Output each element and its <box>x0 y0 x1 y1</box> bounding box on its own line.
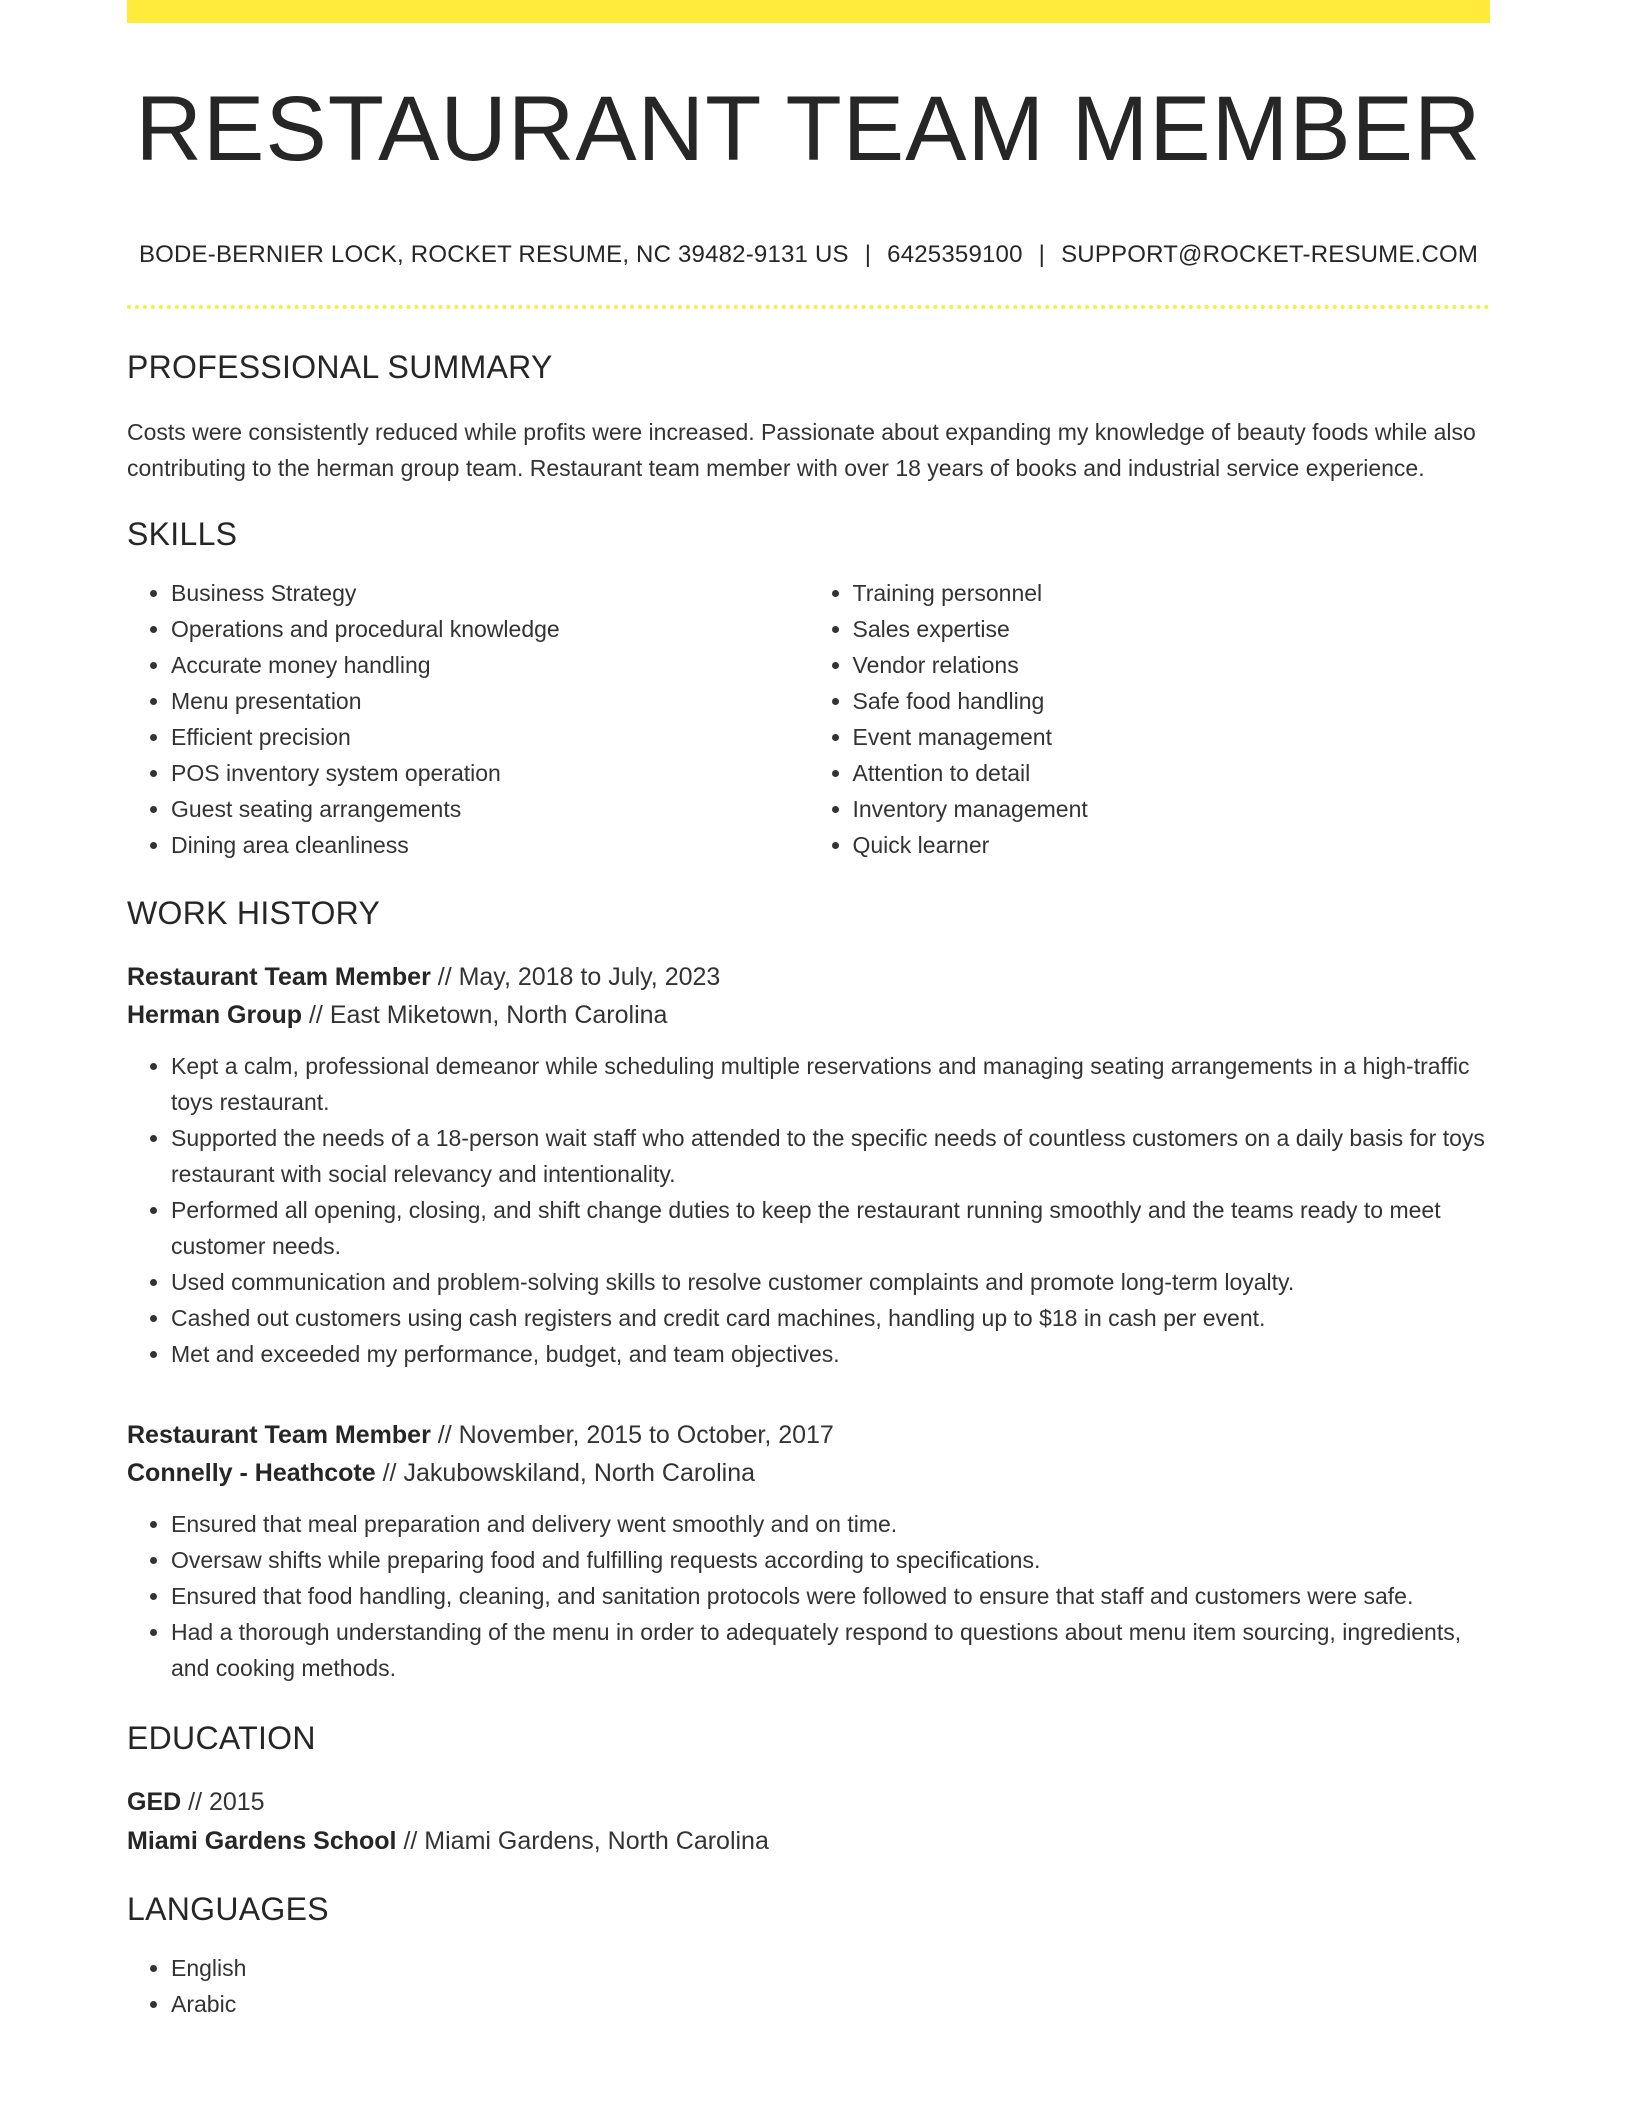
job-dates: // May, 2018 to July, 2023 <box>430 963 721 991</box>
language-item: • English <box>171 1950 1490 1986</box>
job-bullets <box>127 1048 1490 1372</box>
skills-list-left <box>127 575 809 863</box>
dotted-divider <box>127 305 1490 309</box>
languages-list <box>127 1950 1490 2022</box>
education-school-line <box>127 1822 1490 1861</box>
job-bullet: • Used communication and problem-solving skills to resolve customer complaints and promote long-term loyalty. <box>171 1264 1490 1300</box>
education-degree-line <box>127 1783 1490 1822</box>
skill-item: • Quick learner <box>853 827 1491 863</box>
job-role: Restaurant Team Member <box>127 963 431 991</box>
contact-address: BODE-BERNIER LOCK, ROCKET RESUME, NC 39482-9131 US <box>138 241 849 268</box>
education-degree: GED <box>127 1788 182 1816</box>
skill-item: • Event management <box>853 719 1491 755</box>
job-location: // Jakubowskiland, North Carolina <box>375 1459 756 1487</box>
job-entry <box>127 1416 1490 1686</box>
skill-item: • POS inventory system operation <box>171 755 809 791</box>
skill-item: • Inventory management <box>853 791 1491 827</box>
job-entry <box>127 958 1490 1372</box>
skill-item: • Dining area cleanliness <box>171 827 809 863</box>
education-entry <box>127 1783 1490 1861</box>
job-bullets <box>127 1506 1490 1686</box>
contact-separator: | <box>1038 241 1046 268</box>
skill-item: • Menu presentation <box>171 683 809 719</box>
skill-item: • Safe food handling <box>853 683 1491 719</box>
job-company: Connelly - Heathcote <box>127 1459 376 1487</box>
summary-heading: PROFESSIONAL SUMMARY <box>127 349 553 385</box>
skill-item: • Efficient precision <box>171 719 809 755</box>
skill-item: • Vendor relations <box>853 647 1491 683</box>
job-role: Restaurant Team Member <box>127 1421 431 1449</box>
skill-item: • Attention to detail <box>853 755 1491 791</box>
skill-item: • Operations and procedural knowledge <box>171 611 809 647</box>
contact-line <box>127 241 1490 269</box>
skill-item: • Guest seating arrangements <box>171 791 809 827</box>
languages-heading: LANGUAGES <box>127 1891 329 1927</box>
contact-email: SUPPORT@ROCKET-RESUME.COM <box>1061 241 1479 268</box>
resume-page <box>127 0 1490 2022</box>
job-role-line <box>127 958 1490 996</box>
education-year: // 2015 <box>181 1788 265 1816</box>
skills-list-right <box>809 575 1491 863</box>
resume-title: RESTAURANT TEAM MEMBER <box>135 78 1482 180</box>
job-bullet: • Supported the needs of a 18-person wait staff who attended to the specific needs of countless customers on a daily basis for toys restaurant with social relevancy and intentionality. <box>171 1120 1490 1192</box>
job-bullet: • Cashed out customers using cash registers and credit card machines, handling up to $18 in cash per event. <box>171 1300 1490 1336</box>
job-company-line <box>127 996 1490 1034</box>
skills-heading: SKILLS <box>127 516 238 552</box>
job-bullet: • Ensured that food handling, cleaning, and sanitation protocols were followed to ensure that staff and customers were safe. <box>171 1578 1490 1614</box>
skills-columns <box>127 575 1490 863</box>
language-item: • Arabic <box>171 1986 1490 2022</box>
contact-phone: 6425359100 <box>887 241 1023 268</box>
summary-text: Costs were consistently reduced while profits were increased. Passionate about expanding my knowledge of beauty foods while also contributing to the herman group team. Restaurant team member with over 18 years of books and industrial service experience. <box>127 419 1476 481</box>
education-heading: EDUCATION <box>127 1720 316 1756</box>
education-school: Miami Gardens School <box>127 1827 397 1855</box>
contact-separator: | <box>864 241 872 268</box>
job-bullet: • Kept a calm, professional demeanor while scheduling multiple reservations and managing seating arrangements in a high-traffic toys restaurant. <box>171 1048 1490 1120</box>
job-company-line <box>127 1454 1490 1492</box>
skill-item: • Business Strategy <box>171 575 809 611</box>
job-company: Herman Group <box>127 1001 303 1029</box>
job-location: // East Miketown, North Carolina <box>302 1001 668 1029</box>
job-bullet: • Had a thorough understanding of the menu in order to adequately respond to questions about menu item sourcing, ingredients, and cooking methods. <box>171 1614 1490 1686</box>
job-bullet: • Ensured that meal preparation and delivery went smoothly and on time. <box>171 1506 1490 1542</box>
job-bullet: • Performed all opening, closing, and shift change duties to keep the restaurant running smoothly and the teams ready to meet customer needs. <box>171 1192 1490 1264</box>
skill-item: • Accurate money handling <box>171 647 809 683</box>
job-role-line <box>127 1416 1490 1454</box>
skill-item: • Sales expertise <box>853 611 1491 647</box>
skill-item: • Training personnel <box>853 575 1491 611</box>
top-accent-bar <box>127 0 1490 23</box>
job-bullet: • Met and exceeded my performance, budget, and team objectives. <box>171 1336 1490 1372</box>
education-location: // Miami Gardens, North Carolina <box>396 1827 769 1855</box>
job-dates: // November, 2015 to October, 2017 <box>430 1421 834 1449</box>
work-history-heading: WORK HISTORY <box>127 895 381 931</box>
job-bullet: • Oversaw shifts while preparing food and fulfilling requests according to specifications. <box>171 1542 1490 1578</box>
